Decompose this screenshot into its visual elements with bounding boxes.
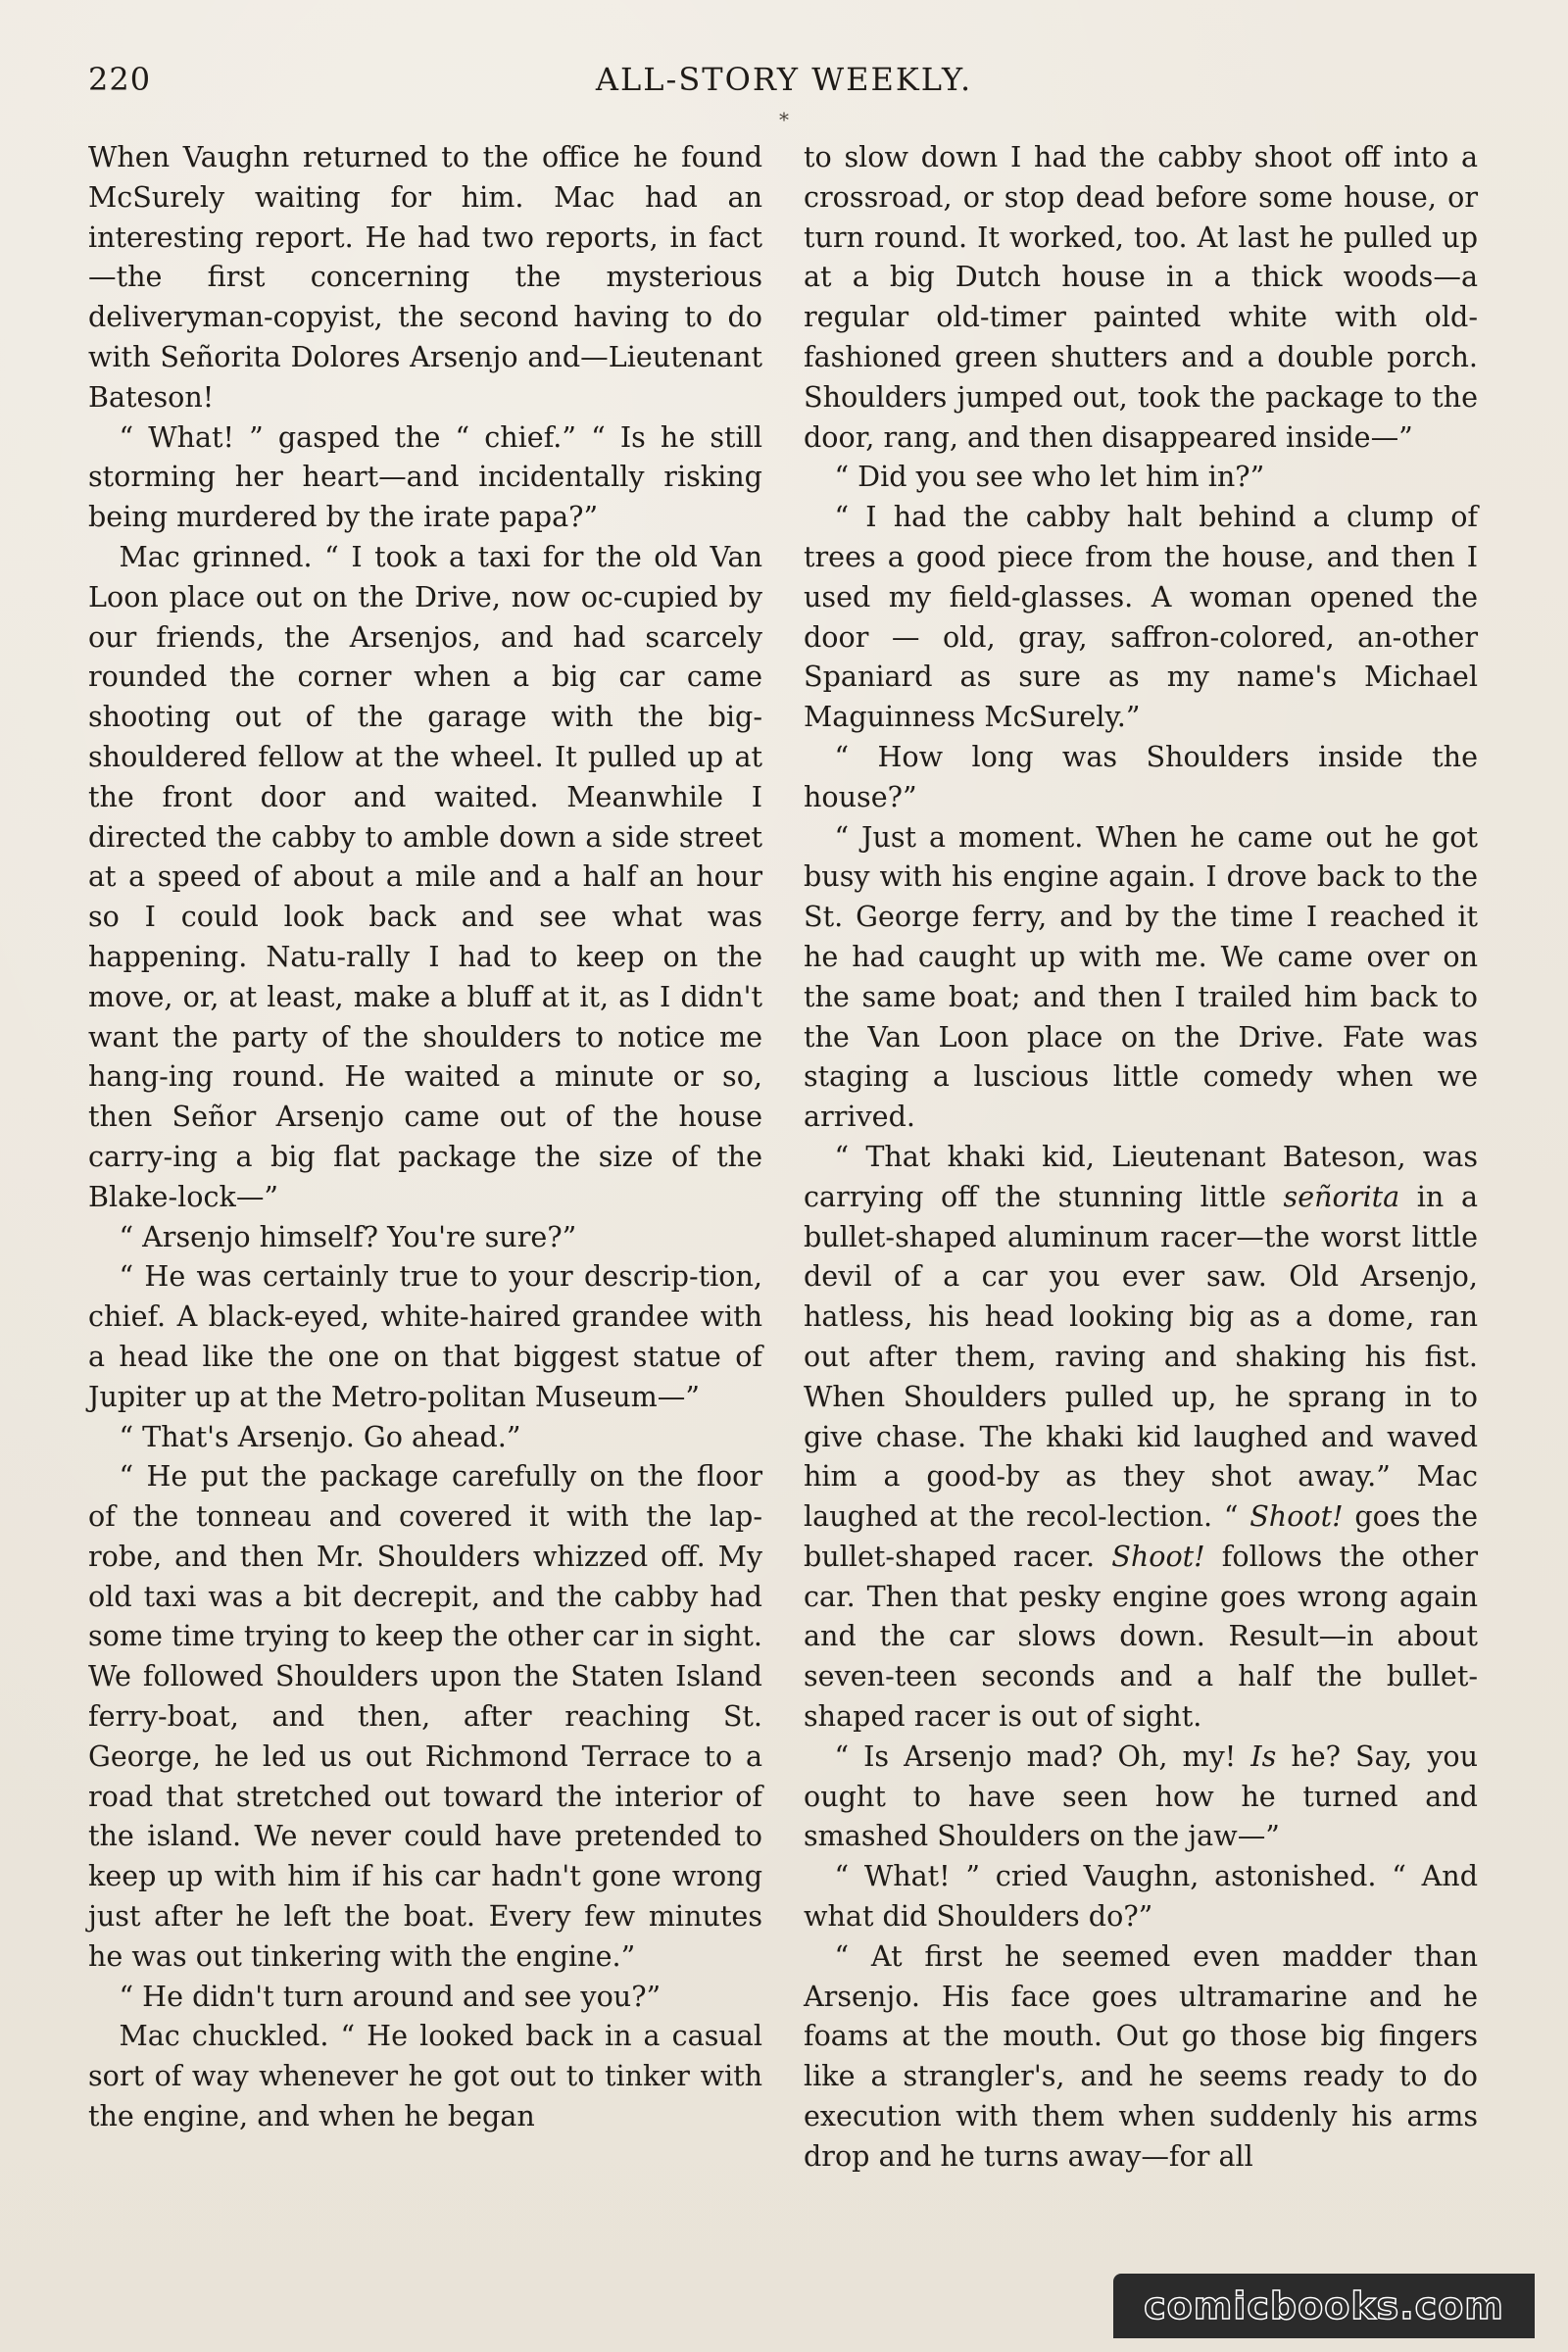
paragraph: “ That khaki kid, Lieutenant Bateson, was carrying off the stunning little señorita in a bullet-shaped aluminum racer—the worst little devil of a car you ever saw. Old Arsenjo, hatless, his head looking big as a dome, ran out after them, raving and shaking his fist. When Shoulders pulled up, he sprang in to give chase. The khaki kid laughed and waved him a good-by as they shot away.” Mac laughed at the recol-lection. “ Shoot! goes the bullet-shaped racer. Shoot! follows the other car. Then that pesky engine goes wrong again and the car slows down. Result—in about seven-teen seconds and a half the bullet-shaped racer is out of sight. <box>804 1139 1479 1734</box>
paragraph: “ At first he seemed even madder than Arsenjo. His face goes ultramarine and he foams at the mouth. Out go those big fingers like a strangler's, and he seems ready to do execution with them when suddenly his arms drop and he turns away—for all <box>804 1938 1478 2173</box>
paragraph: “ Just a moment. When he came out he got busy with his engine again. I drove back to the St. George ferry, and by the time I reached it he had caught up with me. We came over on the same boat; and then I trailed him back to the Van Loon place on the Drive. Fate was staging a luscious little comedy when we arrived. <box>804 819 1478 1134</box>
ornament-mark: * <box>779 108 789 131</box>
paragraph: When Vaughn returned to the office he found McSurely waiting for him. Mac had an interesting report. He had two reports, in fact—the first concerning the mysterious deliveryman-copyist, the second having to do with Señorita Dolores Arsenjo and—Lieutenant Bateson! <box>88 140 762 414</box>
paragraph: “ He put the package carefully on the floor of the tonneau and covered it with the lap-robe, and then Mr. Shoulders whizzed off. My old taxi was a bit decrepit, and the cabby had some time trying to keep the other car in sight. We followed Shoulders upon the Staten Island ferry-boat, and then, after reaching St. George, he led us out Richmond Terrace to a road that stretched out toward the interior of the island. We never could have pretended to keep up with him if his car hadn't gone wrong just after he left the boat. Every few minutes he was out tinkering with the engine.” <box>88 1459 762 1973</box>
paragraph: “ How long was Shoulders inside the house?” <box>804 739 1478 813</box>
paragraph: “ What! ” cried Vaughn, astonished. “ And what did Shoulders do?” <box>804 1859 1478 1934</box>
page-header <box>88 61 1480 110</box>
paragraph: to slow down I had the cabby shoot off into a crossroad, or stop dead before some house, or turn round. It worked, too. At last he pulled up at a big Dutch house in a thick woods—a regular old-timer painted white with old-fashioned green shutters and a double porch. Shoulders jumped out, took the package to the door, rang, and then disappeared inside—” <box>804 140 1478 454</box>
page-number: 220 <box>88 61 152 98</box>
left-text-column <box>88 137 762 2136</box>
paragraph: “ That's Arsenjo. Go ahead.” <box>119 1419 521 1453</box>
site-watermark <box>1113 2274 1535 2338</box>
watermark-text: comicbooks.com <box>1144 2284 1504 2328</box>
paragraph: “ I had the cabby halt behind a clump of trees a good piece from the house, and then I used my field-glasses. A woman opened the door — old, gray, saffron-colored, an-other Spaniard as sure as my name's Michael Maguinness McSurely.” <box>804 500 1478 734</box>
paragraph: “ He didn't turn around and see you?” <box>119 1979 662 2013</box>
paragraph: “ What! ” gasped the “ chief.” “ Is he still storming her heart—and incidentally risking being murdered by the irate papa?” <box>88 419 762 534</box>
paragraph: “ Is Arsenjo mad? Oh, my! Is he? Say, you ought to have seen how he turned and smashed Shoulders on the jaw—” <box>804 1739 1478 1853</box>
magazine-title: ALL-STORY WEEKLY. <box>595 61 973 98</box>
right-text-column <box>804 137 1478 2177</box>
paragraph: Mac grinned. “ I took a taxi for the old Van Loon place out on the Drive, now oc-cupied by our friends, the Arsenjos, and had scarcely rounded the corner when a big car came shooting out of the garage with the big-shouldered fellow at the wheel. It pulled up at the front door and waited. Meanwhile I directed the cabby to amble down a side street at a speed of about a mile and a half an hour so I could look back and see what was happening. Natu-rally I had to keep on the move, or, at least, make a bluff at it, as I didn't want the party of the shoulders to notice me hang-ing round. He waited a minute or so, then Señor Arsenjo came out of the house carry-ing a big flat package the size of the Blake-lock—” <box>88 539 762 1213</box>
paragraph: Mac chuckled. “ He looked back in a casual sort of way whenever he got out to tinker with the engine, and when he began <box>88 2019 762 2133</box>
paragraph: “ Did you see who let him in?” <box>834 460 1265 494</box>
paragraph: “ Arsenjo himself? You're sure?” <box>119 1219 577 1253</box>
paragraph: “ He was certainly true to your descrip-tion, chief. A black-eyed, white-haired grandee with a head like the one on that biggest statue of Jupiter up at the Metro-politan Museum—” <box>88 1259 762 1413</box>
